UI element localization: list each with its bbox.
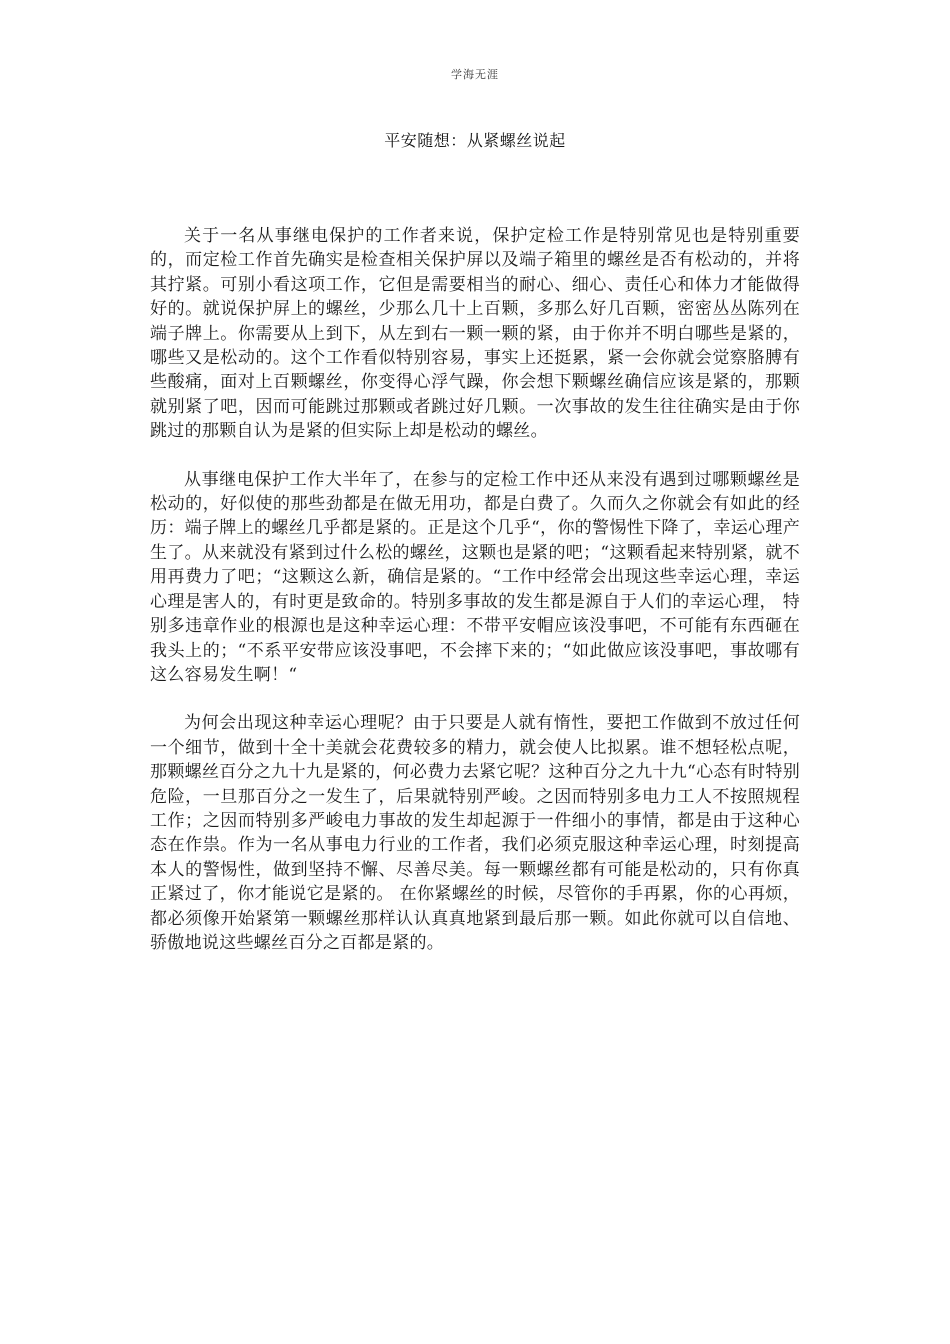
document-title: 平安随想：从紧螺丝说起	[384, 131, 566, 150]
page-header: 学海无涯	[451, 68, 499, 81]
paragraph-2: 从事继电保护工作大半年了，在参与的定检工作中还从来没有遇到过哪颗螺丝是松动的，好似使的那些劲都是在做无用功，都是白费了。久而久之你就会有如此的经历：端子牌上的螺丝几乎都是紧的。正是这个几乎“，你的警惕性下降了，幸运心理产生了。从来就没有紧到过什么松的螺丝，这颗也是紧的吧；“这颗看起来特别紧，就不用再费力了吧；“这颗这么新，确信是紧的。“工作中经常会出现这些幸运心理，幸运心理是害人的，有时更是致命的。特别多事故的发生都是源自于人们的幸运心理， 特别多违章作业的根源也是这种幸运心理：不带平安帽应该没事吧，不可能有东西砸在我头上的；“不系平安带应该没事吧，不会摔下来的；“如此做应该没事吧，事故哪有这么容易发生啊！“	[150, 469, 800, 685]
paragraph-1: 关于一名从事继电保护的工作者来说，保护定检工作是特别常见也是特别重要的，而定检工作首先确实是检查相关保护屏以及端子箱里的螺丝是否有松动的，并将其拧紧。可别小看这项工作，它但是需要相当的耐心、细心、责任心和体力才能做得好的。就说保护屏上的螺丝，少那么几十上百颗，多那么好几百颗，密密丛丛陈列在端子牌上。你需要从上到下，从左到右一颗一颗的紧，由于你并不明白哪些是紧的，哪些又是松动的。这个工作看似特别容易，事实上还挺累，紧一会你就会觉察胳膊有些酸痛，面对上百颗螺丝，你变得心浮气躁，你会想下颗螺丝确信应该是紧的，那颗就别紧了吧，因而可能跳过那颗或者跳过好几颗。一次事故的发生往往确实是由于你跳过的那颗自认为是紧的但实际上却是松动的螺丝。	[150, 226, 800, 442]
paragraph-3: 为何会出现这种幸运心理呢？由于只要是人就有惰性，要把工作做到不放过任何一个细节，做到十全十美就会花费较多的精力，就会使人比拟累。谁不想轻松点呢，那颗螺丝百分之九十九是紧的，何必费力去紧它呢？这种百分之九十九“心态有时特别危险，一旦那百分之一发生了，后果就特别严峻。之因而特别多电力工人不按照规程工作；之因而特别多严峻电力事故的发生却起源于一件细小的事情，都是由于这种心态在作祟。作为一名从事电力行业的工作者，我们必须克服这种幸运心理，时刻提高本人的警惕性，做到坚持不懈、尽善尽美。每一颗螺丝都有可能是松动的，只有你真正紧过了，你才能说它是紧的。 在你紧螺丝的时候，尽管你的手再累，你的心再烦，都必须像开始紧第一颗螺丝那样认认真真地紧到最后那一颗。如此你就可以自信地、骄傲地说这些螺丝百分之百都是紧的。	[150, 713, 800, 953]
document-body	[150, 224, 800, 979]
